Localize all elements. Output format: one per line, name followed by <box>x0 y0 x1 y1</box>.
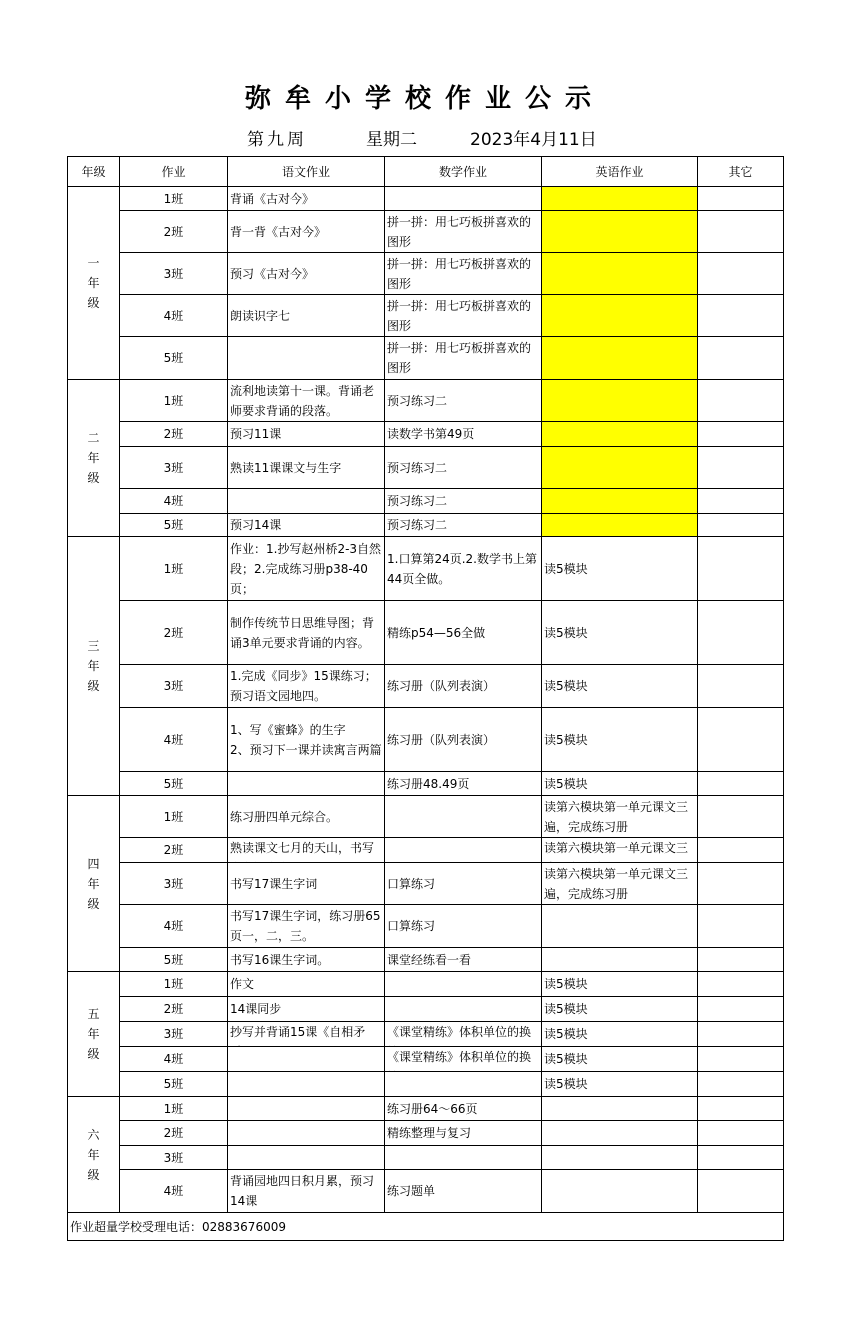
other-homework-cell <box>698 337 784 380</box>
other-homework-cell <box>698 211 784 253</box>
table-row <box>68 1121 784 1146</box>
class-label: 2班 <box>120 997 228 1022</box>
table-row <box>68 1097 784 1121</box>
other-homework-cell <box>698 1146 784 1170</box>
english-homework-cell <box>542 708 698 772</box>
english-homework-text: 读5模块 <box>544 776 588 791</box>
chinese-homework-cell <box>228 972 385 997</box>
chinese-homework-cell <box>228 1022 385 1047</box>
other-homework-cell <box>698 380 784 422</box>
class-label: 2班 <box>120 1121 228 1146</box>
math-homework-text: 1.口算第24页.2.数学书上第44页全做。 <box>387 551 537 586</box>
class-label: 1班 <box>120 796 228 838</box>
other-homework-cell <box>698 838 784 863</box>
english-homework-cell <box>542 1072 698 1097</box>
table-row <box>68 187 784 211</box>
chinese-homework-text: 预习《古对今》 <box>230 266 315 281</box>
date-label: 2023年4月11日 <box>470 130 597 150</box>
other-homework-cell <box>698 422 784 447</box>
english-homework-cell <box>542 1121 698 1146</box>
english-homework-text: 读5模块 <box>544 561 588 576</box>
other-homework-cell <box>698 537 784 601</box>
math-homework-cell <box>385 1097 542 1121</box>
math-homework-cell <box>385 514 542 537</box>
grade-label: 一 年 级 <box>68 187 120 380</box>
chinese-homework-cell <box>228 948 385 972</box>
chinese-homework-text: 制作传统节日思维导图；背诵3单元要求背诵的内容。 <box>230 615 375 650</box>
english-homework-cell <box>542 1047 698 1072</box>
english-homework-cell <box>542 905 698 948</box>
other-homework-cell <box>698 489 784 514</box>
table-body <box>68 187 784 1213</box>
header-grade: 年级 <box>68 157 120 187</box>
math-homework-text: 练习题单 <box>387 1184 436 1198</box>
class-label: 2班 <box>120 838 228 863</box>
other-homework-cell <box>698 295 784 337</box>
chinese-homework-cell <box>228 838 385 863</box>
class-label: 3班 <box>120 863 228 905</box>
chinese-homework-cell <box>228 1072 385 1097</box>
math-homework-cell <box>385 211 542 253</box>
table-row <box>68 997 784 1022</box>
math-homework-text: 练习册（队列表演） <box>387 732 496 747</box>
class-label: 3班 <box>120 447 228 489</box>
chinese-homework-cell <box>228 796 385 838</box>
english-homework-text: 读5模块 <box>544 1002 588 1016</box>
chinese-homework-cell <box>228 447 385 489</box>
other-homework-cell <box>698 1072 784 1097</box>
math-homework-text: 精练p54—56全做 <box>387 625 486 640</box>
chinese-homework-cell <box>228 295 385 337</box>
class-label: 2班 <box>120 211 228 253</box>
class-label: 5班 <box>120 337 228 380</box>
math-homework-text: 《课堂精练》体积单位的换 <box>387 1025 532 1039</box>
table-row <box>68 537 784 601</box>
table-row <box>68 708 784 772</box>
math-homework-cell <box>385 187 542 211</box>
english-homework-cell <box>542 489 698 514</box>
math-homework-text: 精练整理与复习 <box>387 1126 472 1140</box>
chinese-homework-cell <box>228 997 385 1022</box>
other-homework-cell <box>698 514 784 537</box>
english-homework-cell <box>542 380 698 422</box>
chinese-homework-cell <box>228 772 385 796</box>
math-homework-text: 拼一拼：用七巧板拼喜欢的图形 <box>387 256 532 291</box>
chinese-homework-text: 作文 <box>230 977 255 991</box>
chinese-homework-text: 朗读识字七 <box>230 308 291 323</box>
math-homework-cell <box>385 838 542 863</box>
english-homework-cell <box>542 665 698 708</box>
class-label: 5班 <box>120 1072 228 1097</box>
chinese-homework-cell <box>228 1121 385 1146</box>
math-homework-cell <box>385 948 542 972</box>
math-homework-cell <box>385 796 542 838</box>
class-label: 1班 <box>120 972 228 997</box>
math-homework-text: 练习册64～66页 <box>387 1101 478 1116</box>
math-homework-text: 《课堂精练》体积单位的换 <box>387 1050 532 1064</box>
other-homework-cell <box>698 601 784 665</box>
other-homework-cell <box>698 905 784 948</box>
chinese-homework-cell <box>228 337 385 380</box>
grade-label: 六 年 级 <box>68 1097 120 1213</box>
math-homework-cell <box>385 772 542 796</box>
math-homework-cell <box>385 253 542 295</box>
english-homework-cell <box>542 772 698 796</box>
chinese-homework-text: 作业：1.抄写赵州桥2-3自然段；2.完成练习册p38-40页； <box>230 541 382 596</box>
class-label: 4班 <box>120 708 228 772</box>
math-homework-text: 课堂经练看一看 <box>387 952 472 967</box>
chinese-homework-cell <box>228 665 385 708</box>
english-homework-text: 读5模块 <box>544 1027 588 1041</box>
other-homework-cell <box>698 772 784 796</box>
math-homework-text: 练习册48.49页 <box>387 776 470 791</box>
chinese-homework-cell <box>228 1146 385 1170</box>
class-label: 4班 <box>120 905 228 948</box>
math-homework-cell <box>385 295 542 337</box>
class-label: 3班 <box>120 1022 228 1047</box>
chinese-homework-text: 背诵《古对今》 <box>230 191 315 206</box>
other-homework-cell <box>698 1022 784 1047</box>
header-math: 数学作业 <box>385 157 542 187</box>
other-homework-cell <box>698 1121 784 1146</box>
english-homework-text: 读5模块 <box>544 1077 588 1091</box>
math-homework-text: 预习练习二 <box>387 460 448 475</box>
chinese-homework-text: 1、写《蜜蜂》的生字 2、预习下一课并读寓言两篇 <box>230 722 382 757</box>
grade-label: 二 年 级 <box>68 380 120 537</box>
chinese-homework-text: 预习11课 <box>230 427 282 441</box>
chinese-homework-cell <box>228 380 385 422</box>
english-homework-text: 读第六模块第一单元课文三 <box>544 841 689 855</box>
other-homework-cell <box>698 948 784 972</box>
chinese-homework-text: 书写17课生字词，练习册65页一，二，三。 <box>230 909 381 943</box>
english-homework-text: 读5模块 <box>544 625 588 640</box>
english-homework-text: 读第六模块第一单元课文三遍，完成练习册 <box>544 799 689 834</box>
english-homework-cell <box>542 253 698 295</box>
class-label: 4班 <box>120 489 228 514</box>
table-row <box>68 422 784 447</box>
header-row <box>68 157 784 187</box>
english-homework-cell <box>542 187 698 211</box>
table-row <box>68 665 784 708</box>
chinese-homework-text: 流利地读第十一课。背诵老师要求背诵的段落。 <box>230 383 375 418</box>
chinese-homework-cell <box>228 422 385 447</box>
class-label: 1班 <box>120 537 228 601</box>
header-chinese: 语文作业 <box>228 157 385 187</box>
english-homework-cell <box>542 295 698 337</box>
english-homework-cell <box>542 1022 698 1047</box>
chinese-homework-text: 背一背《古对今》 <box>230 224 327 239</box>
table-row <box>68 1022 784 1047</box>
chinese-homework-cell <box>228 211 385 253</box>
class-label: 1班 <box>120 1097 228 1121</box>
chinese-homework-text: 14课同步 <box>230 1002 282 1016</box>
class-label: 3班 <box>120 1146 228 1170</box>
math-homework-cell <box>385 665 542 708</box>
chinese-homework-cell <box>228 187 385 211</box>
other-homework-cell <box>698 972 784 997</box>
class-label: 2班 <box>120 422 228 447</box>
chinese-homework-cell <box>228 601 385 665</box>
english-homework-text: 读5模块 <box>544 732 588 747</box>
chinese-homework-cell <box>228 489 385 514</box>
class-label: 4班 <box>120 295 228 337</box>
math-homework-cell <box>385 905 542 948</box>
table-row <box>68 796 784 838</box>
english-homework-text: 读5模块 <box>544 1052 588 1066</box>
math-homework-cell <box>385 1146 542 1170</box>
math-homework-text: 口算练习 <box>387 919 436 933</box>
table-row <box>68 337 784 380</box>
other-homework-cell <box>698 253 784 295</box>
english-homework-cell <box>542 948 698 972</box>
table-row <box>68 1146 784 1170</box>
english-homework-cell <box>542 211 698 253</box>
chinese-homework-cell <box>228 1047 385 1072</box>
english-homework-cell <box>542 796 698 838</box>
math-homework-cell <box>385 708 542 772</box>
math-homework-cell <box>385 1072 542 1097</box>
english-homework-cell <box>542 537 698 601</box>
table-row <box>68 948 784 972</box>
math-homework-cell <box>385 1121 542 1146</box>
header-english: 英语作业 <box>542 157 698 187</box>
chinese-homework-text: 熟读11课课文与生字 <box>230 460 342 475</box>
math-homework-cell <box>385 997 542 1022</box>
english-homework-cell <box>542 972 698 997</box>
table-row <box>68 905 784 948</box>
table-row <box>68 601 784 665</box>
header-task: 作业 <box>120 157 228 187</box>
math-homework-text: 预习练习二 <box>387 518 448 532</box>
grade-label: 三 年 级 <box>68 537 120 796</box>
class-label: 4班 <box>120 1170 228 1213</box>
table-row <box>68 295 784 337</box>
other-homework-cell <box>698 187 784 211</box>
week-label: 第九周 <box>247 130 307 150</box>
english-homework-cell <box>542 1146 698 1170</box>
complaint-hotline: 作业超量学校受理电话：02883676009 <box>68 1213 784 1241</box>
table-row <box>68 1072 784 1097</box>
class-label: 5班 <box>120 948 228 972</box>
english-homework-cell <box>542 838 698 863</box>
chinese-homework-cell <box>228 863 385 905</box>
math-homework-cell <box>385 447 542 489</box>
chinese-homework-text: 预习14课 <box>230 518 282 532</box>
math-homework-cell <box>385 337 542 380</box>
class-label: 5班 <box>120 772 228 796</box>
other-homework-cell <box>698 863 784 905</box>
table-row <box>68 863 784 905</box>
chinese-homework-cell <box>228 253 385 295</box>
math-homework-cell <box>385 1022 542 1047</box>
math-homework-cell <box>385 489 542 514</box>
math-homework-text: 练习册（队列表演） <box>387 679 496 693</box>
other-homework-cell <box>698 665 784 708</box>
class-label: 3班 <box>120 253 228 295</box>
english-homework-cell <box>542 997 698 1022</box>
chinese-homework-cell <box>228 1170 385 1213</box>
math-homework-cell <box>385 601 542 665</box>
other-homework-cell <box>698 1047 784 1072</box>
chinese-homework-text: 抄写并背诵15课《自相矛 <box>230 1025 366 1039</box>
table-row <box>68 447 784 489</box>
chinese-homework-text: 书写17课生字词 <box>230 876 318 891</box>
math-homework-cell <box>385 1047 542 1072</box>
english-homework-cell <box>542 601 698 665</box>
class-label: 5班 <box>120 514 228 537</box>
chinese-homework-text: 练习册四单元综合。 <box>230 809 339 824</box>
math-homework-text: 预习练习二 <box>387 494 448 508</box>
english-homework-text: 读5模块 <box>544 977 588 991</box>
other-homework-cell <box>698 1097 784 1121</box>
chinese-homework-cell <box>228 514 385 537</box>
chinese-homework-cell <box>228 1097 385 1121</box>
table-row <box>68 838 784 863</box>
math-homework-cell <box>385 972 542 997</box>
math-homework-text: 拼一拼：用七巧板拼喜欢的图形 <box>387 341 532 375</box>
class-label: 4班 <box>120 1047 228 1072</box>
table-row <box>68 772 784 796</box>
grade-label: 五 年 级 <box>68 972 120 1097</box>
math-homework-cell <box>385 380 542 422</box>
chinese-homework-text: 书写16课生字词。 <box>230 952 330 967</box>
english-homework-cell <box>542 1097 698 1121</box>
homework-table <box>67 156 784 1241</box>
class-label: 1班 <box>120 187 228 211</box>
other-homework-cell <box>698 447 784 489</box>
table-row <box>68 514 784 537</box>
header-other: 其它 <box>698 157 784 187</box>
chinese-homework-text: 1.完成《同步》15课练习；预习语文园地四。 <box>230 669 377 703</box>
grade-label: 四 年 级 <box>68 796 120 972</box>
math-homework-text: 拼一拼：用七巧板拼喜欢的图形 <box>387 214 532 249</box>
class-label: 1班 <box>120 380 228 422</box>
class-label: 2班 <box>120 601 228 665</box>
math-homework-text: 预习练习二 <box>387 393 448 408</box>
weekday-label: 星期二 <box>366 130 417 150</box>
other-homework-cell <box>698 1170 784 1213</box>
english-homework-cell <box>542 514 698 537</box>
table-row <box>68 972 784 997</box>
table-row <box>68 253 784 295</box>
english-homework-cell <box>542 447 698 489</box>
table-row <box>68 380 784 422</box>
class-label: 3班 <box>120 665 228 708</box>
math-homework-text: 拼一拼：用七巧板拼喜欢的图形 <box>387 298 532 333</box>
math-homework-cell <box>385 863 542 905</box>
math-homework-text: 读数学书第49页 <box>387 427 475 441</box>
other-homework-cell <box>698 708 784 772</box>
math-homework-cell <box>385 537 542 601</box>
english-homework-cell <box>542 422 698 447</box>
chinese-homework-cell <box>228 708 385 772</box>
chinese-homework-cell <box>228 905 385 948</box>
footer-row <box>68 1213 784 1241</box>
math-homework-cell <box>385 422 542 447</box>
english-homework-cell <box>542 337 698 380</box>
table-row <box>68 211 784 253</box>
chinese-homework-cell <box>228 537 385 601</box>
english-homework-cell <box>542 863 698 905</box>
table-row <box>68 1047 784 1072</box>
chinese-homework-text: 背诵园地四日积月累，预习14课 <box>230 1174 375 1208</box>
chinese-homework-text: 熟读课文七月的天山，书写 <box>230 841 375 855</box>
page-title: 弥牟小学校作业公示 <box>244 84 605 114</box>
math-homework-cell <box>385 1170 542 1213</box>
english-homework-cell <box>542 1170 698 1213</box>
english-homework-text: 读5模块 <box>544 679 588 693</box>
other-homework-cell <box>698 997 784 1022</box>
english-homework-text: 读第六模块第一单元课文三遍，完成练习册 <box>544 866 689 901</box>
table-row <box>68 1170 784 1213</box>
math-homework-text: 口算练习 <box>387 876 436 891</box>
table-row <box>68 489 784 514</box>
other-homework-cell <box>698 796 784 838</box>
